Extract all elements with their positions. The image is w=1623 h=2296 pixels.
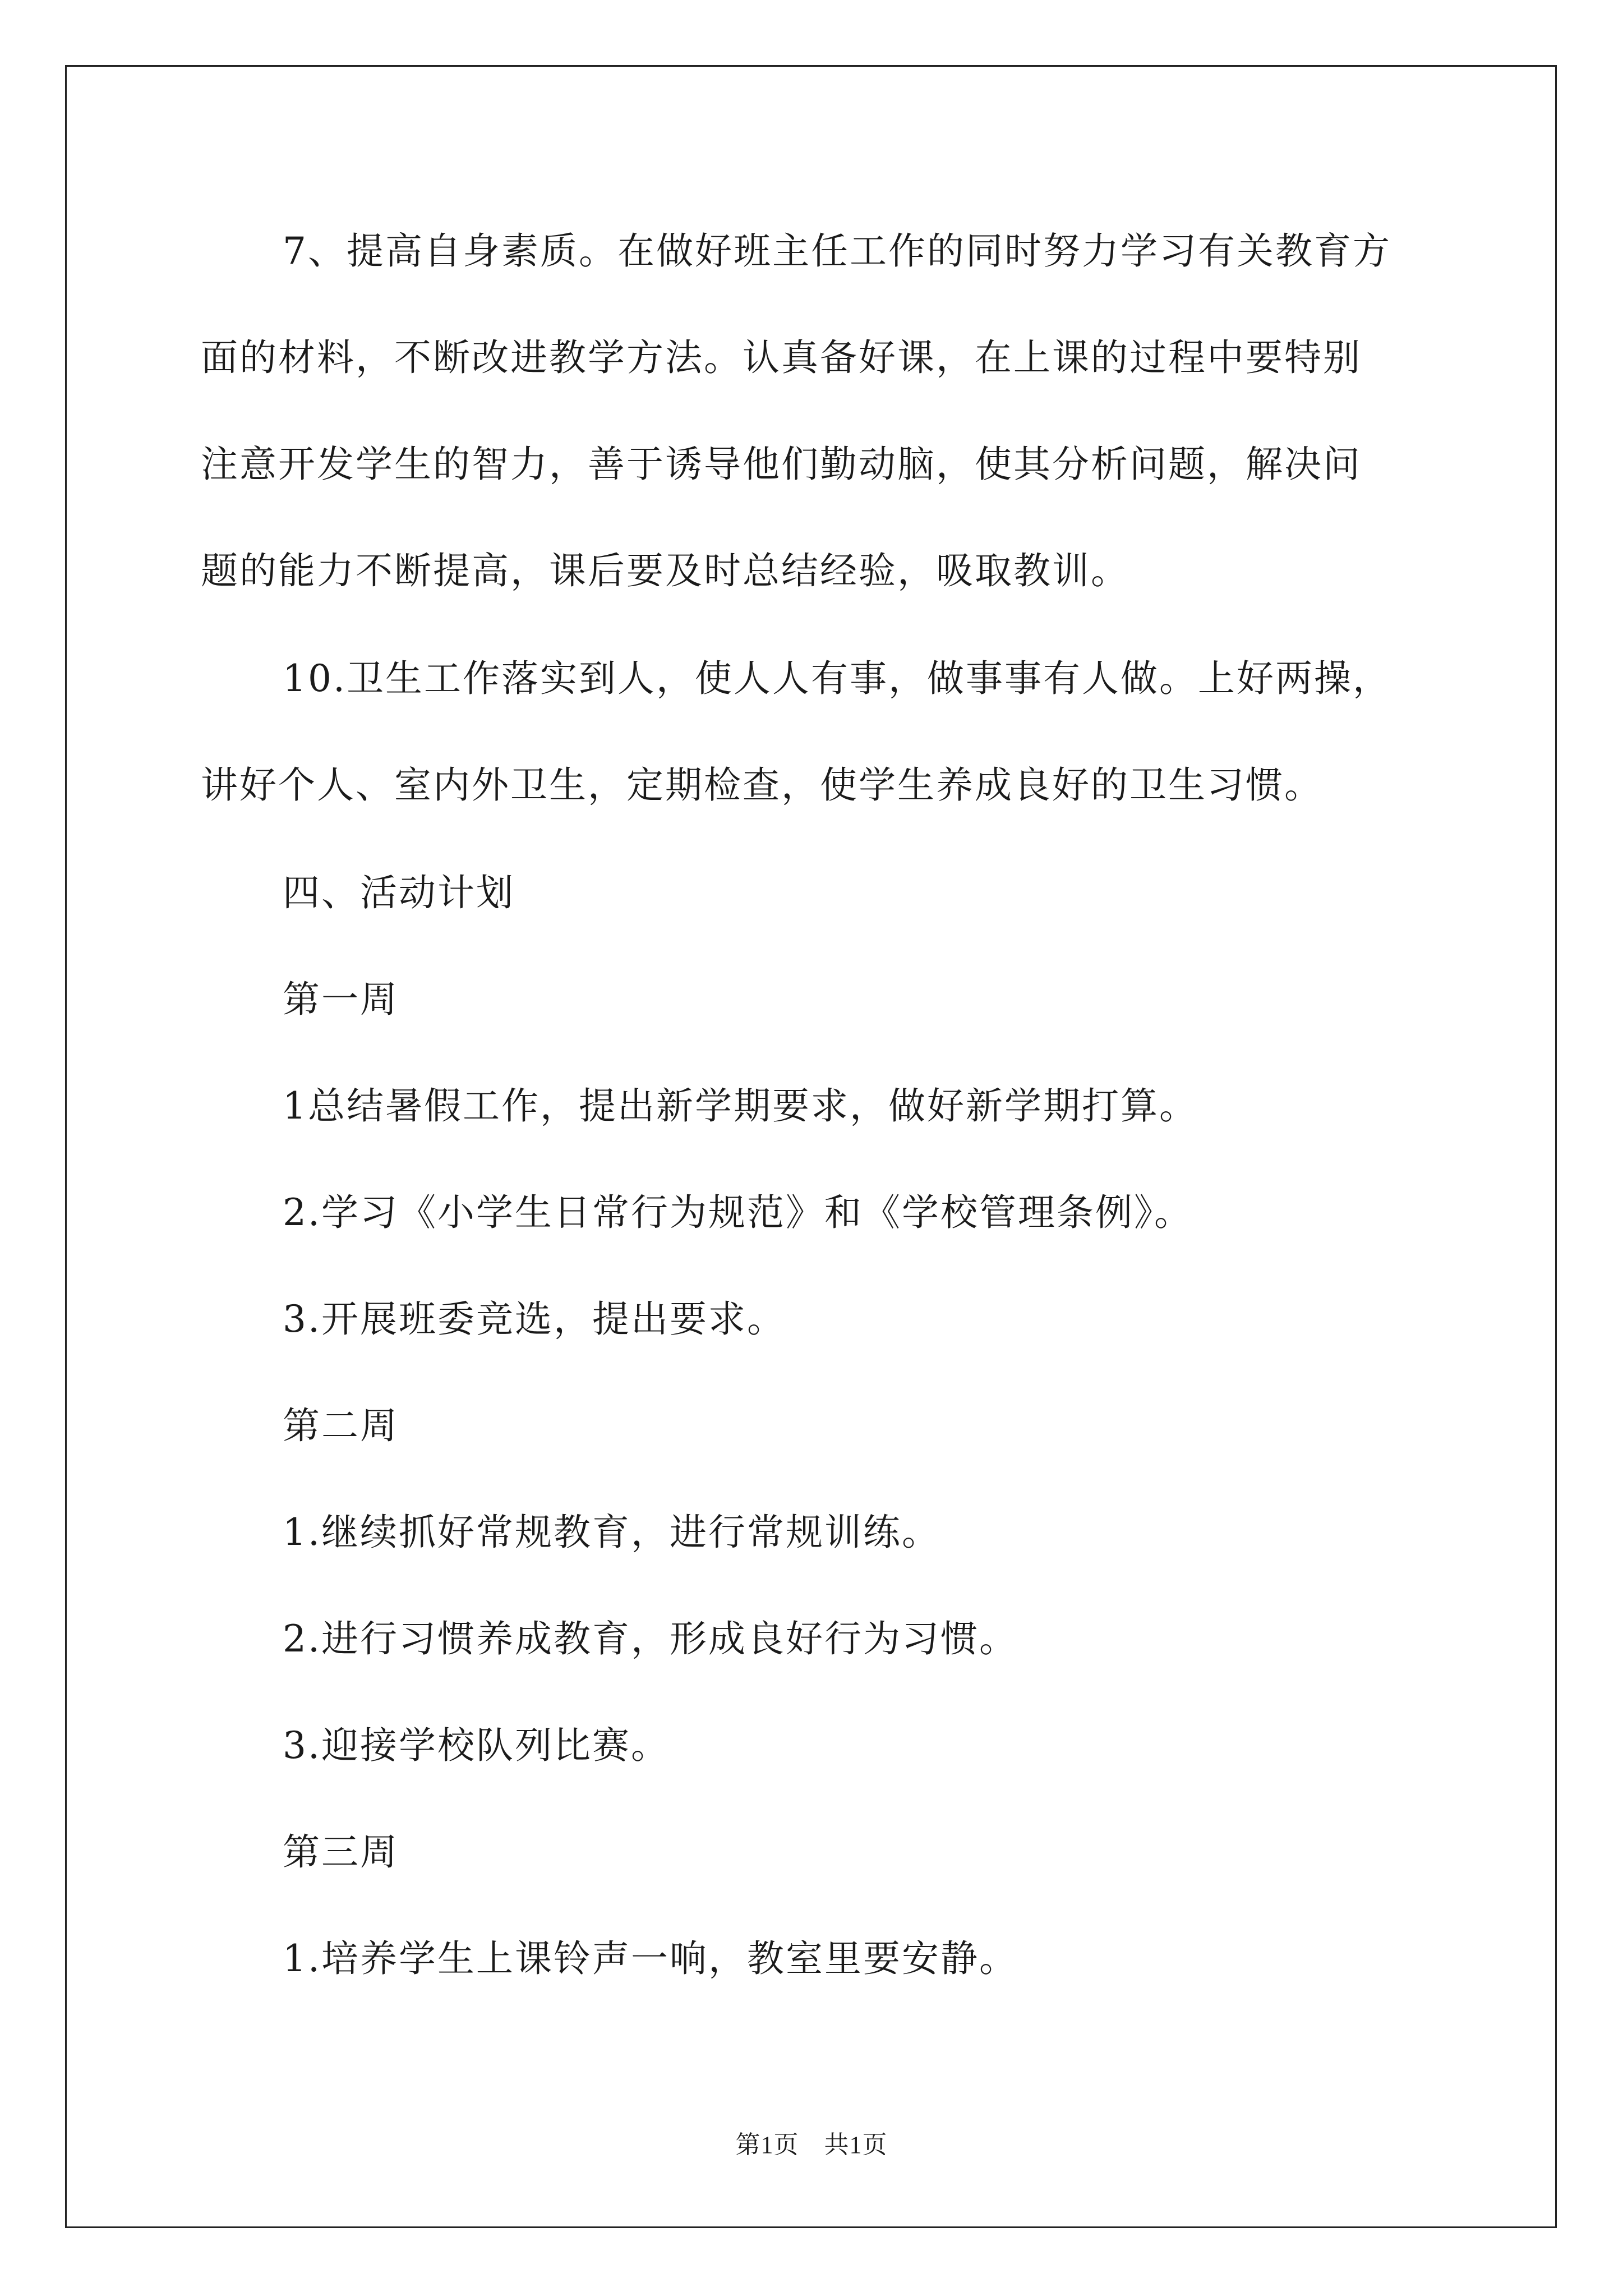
list-item: 1总结暑假工作，提出新学期要求，做好新学期打算。 — [283, 1084, 1198, 1128]
paragraph-line: 7、提高自身素质。在做好班主任工作的同时努力学习有关教育方 — [283, 229, 1391, 273]
list-item: 2.学习《小学生日常行为规范》和《学校管理条例》。 — [283, 1191, 1193, 1234]
week-heading: 第三周 — [283, 1830, 399, 1874]
paragraph-line: 注意开发学生的智力，善于诱导他们勤动脑，使其分析问题，解决问 — [201, 443, 1362, 486]
paragraph-line: 面的材料，不断改进教学方法。认真备好课，在上课的过程中要特别 — [201, 336, 1362, 379]
week-heading: 第二周 — [283, 1404, 399, 1447]
paragraph-line: 题的能力不断提高，课后要及时总结经验，吸取教训。 — [201, 549, 1129, 592]
list-item: 2.进行习惯养成教育，形成良好行为习惯。 — [283, 1617, 1018, 1660]
section-heading: 四、活动计划 — [283, 871, 515, 914]
list-item: 1.培养学生上课铃声一响，教室里要安静。 — [283, 1937, 1018, 1980]
page-border — [65, 65, 1557, 2228]
list-item: 1.继续抓好常规教育，进行常规训练。 — [283, 1511, 940, 1554]
list-item: 3.迎接学校队列比赛。 — [283, 1724, 670, 1767]
week-heading: 第一周 — [283, 978, 399, 1021]
list-item: 3.开展班委竞选，提出要求。 — [283, 1297, 786, 1341]
paragraph-line: 讲好个人、室内外卫生，定期检查，使学生养成良好的卫生习惯。 — [201, 763, 1323, 807]
page-footer: 第1页 共1页 — [735, 2131, 888, 2159]
paragraph-line: 10.卫生工作落实到人，使人人有事，做事事有人做。上好两操， — [283, 657, 1391, 700]
